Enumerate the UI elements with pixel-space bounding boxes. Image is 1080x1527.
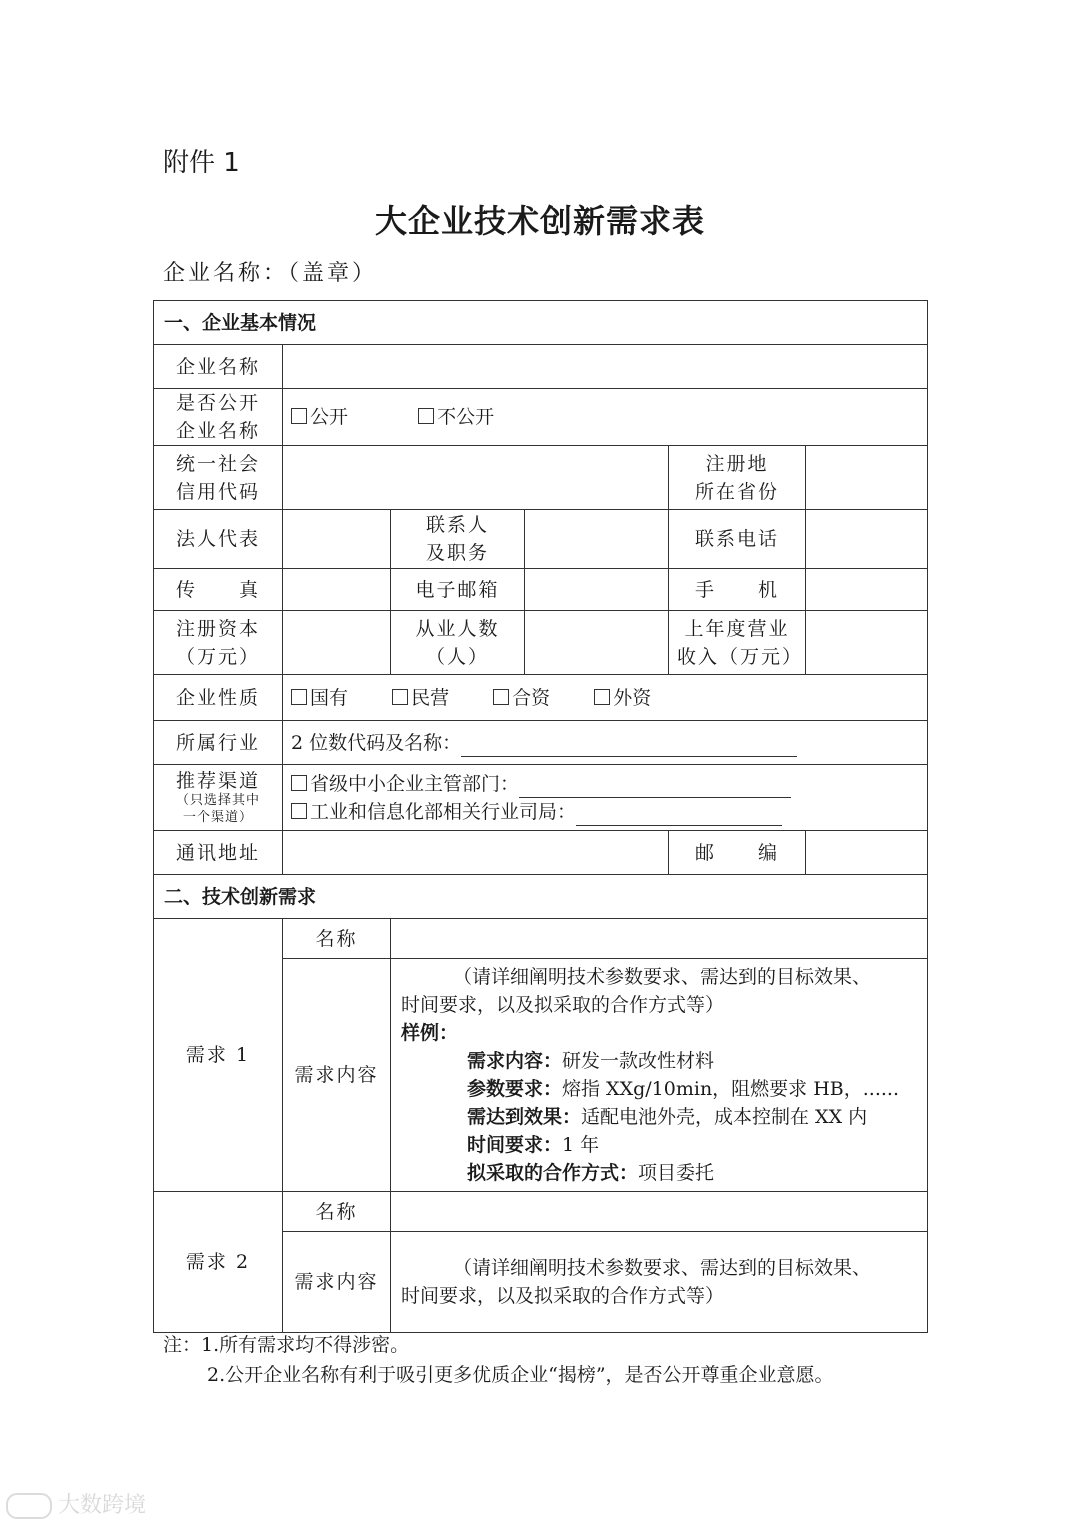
address-field[interactable] — [283, 831, 669, 875]
checkbox-icon — [594, 689, 610, 705]
example-line: 需求内容：研发一款改性材料 — [467, 1050, 715, 1072]
checkbox-icon — [493, 689, 509, 705]
revenue-label: 上年度营业 收入（万元） — [669, 611, 806, 675]
company-name-label: 企业名称 — [154, 345, 283, 389]
watermark-logo-icon — [6, 1493, 52, 1519]
phone-label: 联系电话 — [669, 510, 806, 569]
note-2: 2.公开企业名称有利于吸引更多优质企业“揭榜”，是否公开尊重企业意愿。 — [207, 1364, 834, 1386]
company-seal-line: 企业名称：（盖章） — [163, 261, 378, 286]
demand2-name-field[interactable] — [391, 1192, 928, 1232]
requirement-form-table — [153, 300, 928, 1333]
industry-label: 所属行业 — [154, 721, 283, 765]
legal-rep-label: 法人代表 — [154, 510, 283, 569]
example-heading: 样例： — [401, 1022, 459, 1044]
form-title: 大企业技术创新需求表 — [374, 202, 705, 240]
checkbox-icon — [392, 689, 408, 705]
email-field[interactable] — [525, 569, 669, 611]
demand2-hint-line2: 时间要求，以及拟采取的合作方式等） — [401, 1285, 725, 1307]
checkbox-icon — [291, 775, 307, 791]
demand1-name-label: 名称 — [283, 919, 391, 959]
nature-options — [283, 675, 928, 721]
demand1-name-field[interactable] — [391, 919, 928, 959]
nature-option-joint[interactable]: 合资 — [493, 684, 550, 712]
contact-field[interactable] — [525, 510, 669, 569]
contact-label: 联系人 及职务 — [391, 510, 525, 569]
section2-heading: 二、技术创新需求 — [154, 875, 928, 919]
address-label: 通讯地址 — [154, 831, 283, 875]
channel-provincial-blank[interactable] — [519, 777, 791, 798]
nature-option-state[interactable]: 国有 — [291, 684, 348, 712]
watermark: 大数跨境 — [6, 1488, 146, 1519]
demand2-label: 需求 2 — [154, 1192, 283, 1333]
mobile-label: 手 机 — [669, 569, 806, 611]
channel-options — [283, 765, 928, 831]
demand2-hint-line1: （请详细阐明技术参数要求、需达到的目标效果、 — [453, 1257, 872, 1279]
example-line: 参数要求：熔指 XXg/10min，阻燃要求 HB，...... — [467, 1078, 899, 1100]
disclose-public-option[interactable]: 公开 — [291, 403, 348, 431]
demand2-content-label: 需求内容 — [283, 1232, 391, 1333]
capital-label: 注册资本 （万元） — [154, 611, 283, 675]
channel-option-ministry[interactable]: 工业和信息化部相关行业司局： — [291, 798, 919, 826]
employees-field[interactable] — [525, 611, 669, 675]
demand1-content-field[interactable] — [391, 959, 928, 1192]
phone-field[interactable] — [806, 510, 928, 569]
checkbox-icon — [291, 803, 307, 819]
employees-label: 从业人数 （人） — [391, 611, 525, 675]
demand2-content-field[interactable] — [391, 1232, 928, 1333]
legal-rep-field[interactable] — [283, 510, 391, 569]
channel-ministry-blank[interactable] — [576, 805, 782, 826]
postcode-label: 邮 编 — [669, 831, 806, 875]
checkbox-icon — [291, 408, 307, 424]
industry-blank[interactable] — [461, 736, 797, 757]
mobile-field[interactable] — [806, 569, 928, 611]
demand1-hint-line1: （请详细阐明技术参数要求、需达到的目标效果、 — [453, 966, 872, 988]
province-label: 注册地 所在省份 — [669, 446, 806, 510]
channel-label: 推荐渠道 （只选择其中 一个渠道） — [154, 765, 283, 831]
demand1-hint-line2: 时间要求，以及拟采取的合作方式等） — [401, 994, 725, 1016]
checkbox-icon — [418, 408, 434, 424]
nature-option-private[interactable]: 民营 — [392, 684, 449, 712]
province-field[interactable] — [806, 446, 928, 510]
notes — [163, 1330, 834, 1390]
disclose-options — [283, 389, 928, 446]
demand1-content-label: 需求内容 — [283, 959, 391, 1192]
nature-label: 企业性质 — [154, 675, 283, 721]
example-line: 需达到效果：适配电池外壳，成本控制在 XX 内 — [467, 1106, 868, 1128]
credit-code-label: 统一社会 信用代码 — [154, 446, 283, 510]
revenue-field[interactable] — [806, 611, 928, 675]
nature-option-foreign[interactable]: 外资 — [594, 684, 651, 712]
credit-code-field[interactable] — [283, 446, 669, 510]
fax-field[interactable] — [283, 569, 391, 611]
section1-heading: 一、企业基本情况 — [154, 301, 928, 345]
capital-field[interactable] — [283, 611, 391, 675]
postcode-field[interactable] — [806, 831, 928, 875]
email-label: 电子邮箱 — [391, 569, 525, 611]
checkbox-icon — [291, 689, 307, 705]
disclose-label: 是否公开 企业名称 — [154, 389, 283, 446]
fax-label: 传 真 — [154, 569, 283, 611]
industry-field: 2 位数代码及名称： — [283, 721, 928, 765]
channel-option-provincial[interactable]: 省级中小企业主管部门： — [291, 770, 919, 798]
attachment-label: 附件 1 — [163, 148, 240, 178]
example-line: 拟采取的合作方式：项目委托 — [467, 1162, 715, 1184]
disclose-private-option[interactable]: 不公开 — [418, 403, 494, 431]
example-line: 时间要求：1 年 — [467, 1134, 600, 1156]
note-1: 注：1.所有需求均不得涉密。 — [163, 1334, 410, 1356]
demand1-label: 需求 1 — [154, 919, 283, 1192]
demand2-name-label: 名称 — [283, 1192, 391, 1232]
company-name-field[interactable] — [283, 345, 928, 389]
